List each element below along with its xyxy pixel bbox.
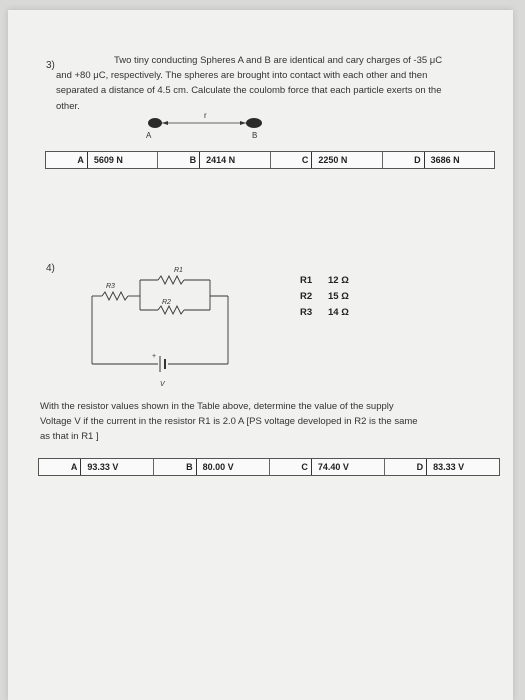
distance-label: r (204, 111, 207, 120)
svg-text:+: + (152, 353, 157, 360)
resistor-name: R1 (300, 275, 313, 286)
battery-icon (160, 356, 165, 372)
option-value: 74.40 V (317, 462, 349, 472)
table-row (300, 289, 368, 305)
circuit-diagram (78, 248, 258, 388)
q3-option-c[interactable] (271, 152, 383, 168)
option-value: 80.00 V (202, 462, 234, 472)
question-4-answers (38, 458, 500, 476)
r3-label: R3 (106, 283, 115, 290)
option-value: 5609 N (93, 155, 123, 165)
q3-option-b[interactable] (158, 152, 270, 168)
r2-label: R2 (162, 299, 171, 306)
sphere-a-label: A (146, 131, 152, 140)
q4-option-b[interactable] (154, 459, 269, 475)
resistor-table (300, 273, 368, 321)
option-letter: C (298, 459, 312, 475)
q4-line-3: as that in R1 ] (40, 431, 99, 442)
q4-option-a[interactable] (39, 459, 154, 475)
option-value: 2250 N (318, 155, 348, 165)
spheres-diagram (138, 110, 278, 146)
table-row (300, 273, 368, 289)
resistor-r1 (158, 276, 184, 284)
option-letter: A (74, 152, 88, 168)
resistor-value: 12 Ω (328, 275, 349, 286)
question-4-number: 4) (46, 263, 55, 274)
table-row (300, 305, 368, 321)
sphere-a (148, 118, 162, 128)
q3-line-2: and +80 μC, respectively. The spheres are brought into contact with each other and then (56, 70, 428, 81)
resistor-value: 14 Ω (328, 307, 349, 318)
document-page (8, 10, 513, 700)
option-value: 93.33 V (87, 462, 119, 472)
option-letter: B (187, 152, 201, 168)
q3-option-a[interactable] (46, 152, 158, 168)
option-letter: C (299, 152, 313, 168)
resistor-name: R2 (300, 291, 313, 302)
arrow-right-icon (240, 121, 246, 125)
resistor-name: R3 (300, 307, 313, 318)
q3-line-1: Two tiny conducting Spheres A and B are identical and cary charges of -35 μC (114, 55, 443, 66)
sphere-b-label: B (252, 131, 258, 140)
option-letter: A (68, 459, 82, 475)
q3-line-4: other. (56, 101, 80, 112)
option-value: 83.33 V (433, 462, 465, 472)
sphere-b (246, 118, 262, 128)
q3-line-3: separated a distance of 4.5 cm. Calculate the coulomb force that each particle exerts on the (56, 85, 442, 96)
arrow-left-icon (162, 121, 168, 125)
question-3-answers (45, 151, 495, 169)
q3-option-d[interactable] (383, 152, 494, 168)
option-letter: D (411, 152, 425, 168)
option-letter: D (414, 459, 428, 475)
resistor-value: 15 Ω (328, 291, 349, 302)
q4-option-d[interactable] (385, 459, 499, 475)
option-value: 3686 N (430, 155, 460, 165)
question-3-number: 3) (46, 60, 55, 71)
option-value: 2414 N (206, 155, 236, 165)
resistor-r2 (158, 306, 184, 314)
option-letter: B (183, 459, 197, 475)
q4-line-1: With the resistor values shown in the Table above, determine the value of the supply (40, 401, 394, 412)
r1-label: R1 (174, 267, 183, 274)
q4-line-2: Voltage V if the current in the resistor R1 is 2.0 A [PS voltage developed in R2 is the same (40, 416, 418, 427)
q4-option-c[interactable] (270, 459, 385, 475)
resistor-r3 (102, 292, 128, 300)
voltage-label: V (160, 381, 165, 388)
